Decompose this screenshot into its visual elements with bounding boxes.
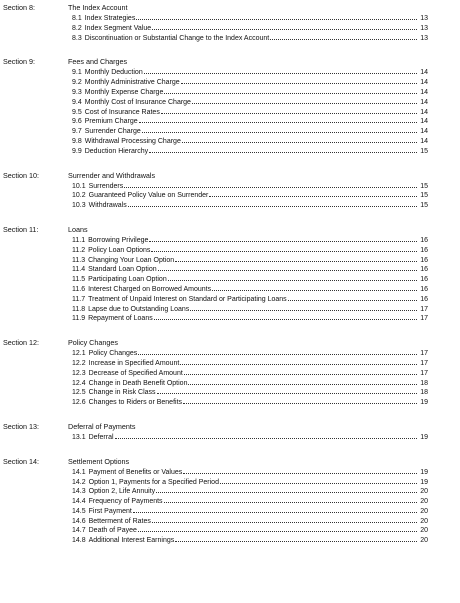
entry-title: Option 1, Payments for a Specified Period <box>88 478 219 486</box>
entry-page-number: 15 <box>420 202 428 210</box>
entry-page-number: 17 <box>420 305 428 313</box>
dot-leader <box>183 467 417 474</box>
entry-number: 10.3 <box>72 202 86 210</box>
toc-entry[interactable] <box>68 245 428 255</box>
dot-leader <box>168 274 417 281</box>
entry-number: 9.2 <box>72 79 82 87</box>
entry-number: 14.1 <box>72 468 86 476</box>
entry-title: Premium Charge <box>84 118 138 126</box>
toc-entry[interactable] <box>68 467 428 477</box>
entry-number: 11.2 <box>72 246 86 254</box>
entry-page-number: 19 <box>420 399 428 407</box>
entry-number: 9.8 <box>72 137 82 145</box>
entry-number: 11.7 <box>72 295 86 303</box>
entry-title: Standard Loan Option <box>88 266 157 274</box>
dot-leader <box>149 235 417 242</box>
entry-title: Option 2, Life Annuity <box>88 488 156 496</box>
entry-number: 12.5 <box>72 389 86 397</box>
entry-number: 12.6 <box>72 399 86 407</box>
toc-entry[interactable] <box>68 274 428 284</box>
entry-page-number: 14 <box>420 88 428 96</box>
entry-page-number: 15 <box>420 147 428 155</box>
toc-entry[interactable] <box>68 486 428 496</box>
entry-number: 10.2 <box>72 192 86 200</box>
toc-section <box>0 457 460 545</box>
entry-number: 11.1 <box>72 236 86 244</box>
dot-leader <box>164 87 417 94</box>
toc-entry[interactable] <box>68 23 428 33</box>
entry-page-number: 17 <box>420 359 428 367</box>
dot-leader <box>152 23 417 30</box>
entry-page-number: 14 <box>420 137 428 145</box>
toc-entry[interactable] <box>68 378 428 388</box>
toc-entry[interactable] <box>68 387 428 397</box>
entry-page-number: 16 <box>420 256 428 264</box>
entry-number: 12.3 <box>72 369 86 377</box>
entry-page-number: 16 <box>420 246 428 254</box>
entry-number: 9.4 <box>72 98 82 106</box>
dot-leader <box>158 264 417 271</box>
toc-entry[interactable] <box>68 116 428 126</box>
entry-title: Index Segment Value <box>84 24 152 32</box>
entry-page-number: 20 <box>420 517 428 525</box>
toc-entry[interactable] <box>68 496 428 506</box>
entry-title: Surrenders <box>88 182 124 190</box>
entry-number: 14.3 <box>72 488 86 496</box>
section-label: Section 12: <box>3 338 39 348</box>
entry-number: 11.9 <box>72 315 86 323</box>
entry-page-number: 16 <box>420 236 428 244</box>
entry-page-number: 20 <box>420 488 428 496</box>
entry-title: First Payment <box>88 507 132 515</box>
entry-number: 9.9 <box>72 147 82 155</box>
section-title: Loans <box>68 224 88 234</box>
toc-entry[interactable] <box>68 525 428 535</box>
section-body <box>68 338 460 407</box>
toc-entry[interactable] <box>68 13 428 23</box>
toc-section <box>0 57 460 155</box>
entry-number: 14.6 <box>72 517 86 525</box>
toc-entry[interactable] <box>68 284 428 294</box>
entry-page-number: 20 <box>420 537 428 545</box>
entry-title: Policy Changes <box>88 350 138 358</box>
dot-leader <box>220 477 417 484</box>
dot-leader <box>192 97 417 104</box>
entry-title: Additional Interest Earnings <box>88 537 175 545</box>
dot-leader <box>128 200 417 207</box>
entry-title: Deduction Hierarchy <box>84 147 149 155</box>
entry-title: Change in Death Benefit Option <box>88 379 188 387</box>
entry-title: Increase in Specified Amount <box>88 359 180 367</box>
toc-entry[interactable] <box>68 506 428 516</box>
entry-title: Changes to Riders or Benefits <box>88 399 183 407</box>
dot-leader <box>181 77 417 84</box>
entry-title: Repayment of Loans <box>88 315 153 323</box>
section-title: Settlement Options <box>68 456 130 466</box>
dot-leader <box>149 146 417 153</box>
section-title: Surrender and Withdrawals <box>68 170 156 180</box>
dot-leader <box>164 496 417 503</box>
entry-number: 9.7 <box>72 128 82 136</box>
dot-leader <box>138 348 417 355</box>
entry-title: Borrowing Privilege <box>88 236 149 244</box>
entry-page-number: 13 <box>420 24 428 32</box>
dot-leader <box>136 13 417 20</box>
toc-entry[interactable] <box>68 67 428 77</box>
entry-title: Betterment of Rates <box>88 517 151 525</box>
dot-leader <box>161 107 417 114</box>
dot-leader <box>175 255 417 262</box>
entry-page-number: 20 <box>420 527 428 535</box>
toc-entry[interactable] <box>68 535 428 545</box>
toc-entry[interactable] <box>68 313 428 323</box>
entry-number: 9.5 <box>72 108 82 116</box>
toc-entry[interactable] <box>68 294 428 304</box>
dot-leader <box>183 397 417 404</box>
dot-leader <box>151 245 417 252</box>
entry-title: Monthly Administrative Charge <box>84 79 180 87</box>
dot-leader <box>144 67 417 74</box>
entry-page-number: 14 <box>420 108 428 116</box>
section-title: Fees and Charges <box>68 57 128 67</box>
entry-number: 9.6 <box>72 118 82 126</box>
dot-leader <box>288 294 417 301</box>
entry-page-number: 19 <box>420 478 428 486</box>
entry-title: Interest Charged on Borrowed Amounts <box>88 285 212 293</box>
toc-section <box>0 225 460 323</box>
entry-page-number: 17 <box>420 315 428 323</box>
toc-entry[interactable] <box>68 432 428 442</box>
dot-leader <box>270 33 417 40</box>
dot-leader <box>175 535 417 542</box>
section-body <box>68 3 460 42</box>
toc-entry[interactable] <box>68 126 428 136</box>
section-label: Section 11: <box>3 224 39 234</box>
entry-number: 11.3 <box>72 256 86 264</box>
entry-title: Changing Your Loan Option <box>88 256 175 264</box>
entry-title: Surrender Charge <box>84 128 141 136</box>
toc-entry[interactable] <box>68 107 428 117</box>
entry-title: Lapse due to Outstanding Loans <box>88 305 190 313</box>
entry-page-number: 18 <box>420 389 428 397</box>
dot-leader <box>133 506 417 513</box>
toc-entry[interactable] <box>68 33 428 43</box>
dot-leader <box>124 181 417 188</box>
dot-leader <box>188 378 417 385</box>
section-label: Section 9: <box>3 57 35 67</box>
entry-title: Monthly Deduction <box>84 69 143 77</box>
toc-entry[interactable] <box>68 255 428 265</box>
toc-entry[interactable] <box>68 358 428 368</box>
entry-title: Payment of Benefits or Values <box>88 468 183 476</box>
entry-title: Guaranteed Policy Value on Surrender <box>88 192 209 200</box>
toc-entry[interactable] <box>68 181 428 191</box>
entry-number: 14.2 <box>72 478 86 486</box>
toc-section <box>0 422 460 442</box>
toc-section <box>0 171 460 210</box>
entry-page-number: 14 <box>420 128 428 136</box>
entry-page-number: 16 <box>420 295 428 303</box>
entry-title: Cost of Insurance Rates <box>84 108 160 116</box>
dot-leader <box>184 368 417 375</box>
entry-page-number: 16 <box>420 266 428 274</box>
entry-number: 8.3 <box>72 34 82 42</box>
entry-page-number: 19 <box>420 468 428 476</box>
toc-entry[interactable] <box>68 264 428 274</box>
entry-number: 13.1 <box>72 433 86 441</box>
section-label: Section 13: <box>3 421 39 431</box>
entry-page-number: 20 <box>420 507 428 515</box>
toc-section <box>0 338 460 407</box>
entry-title: Discontinuation or Substantial Change to the Index Account <box>84 34 270 42</box>
dot-leader <box>190 304 417 311</box>
toc-entry[interactable] <box>68 516 428 526</box>
dot-leader <box>139 116 417 123</box>
entry-number: 14.4 <box>72 498 86 506</box>
entry-title: Withdrawals <box>88 202 127 210</box>
toc-entry[interactable] <box>68 397 428 407</box>
dot-leader <box>157 387 417 394</box>
entry-page-number: 17 <box>420 350 428 358</box>
entry-number: 11.6 <box>72 285 86 293</box>
entry-page-number: 19 <box>420 433 428 441</box>
dot-leader <box>180 358 417 365</box>
dot-leader <box>152 516 417 523</box>
entry-number: 14.5 <box>72 507 86 515</box>
entry-title: Withdrawal Processing Charge <box>84 137 181 145</box>
entry-number: 8.2 <box>72 24 82 32</box>
section-label: Section 8: <box>3 3 35 12</box>
entry-title: Decrease of Specified Amount <box>88 369 183 377</box>
entry-number: 12.2 <box>72 359 86 367</box>
entry-title: Change in Risk Class <box>88 389 156 397</box>
section-body <box>68 422 460 442</box>
toc-entry[interactable] <box>68 190 428 200</box>
entry-title: Index Strategies <box>84 15 136 22</box>
entry-number: 12.4 <box>72 379 86 387</box>
entry-page-number: 20 <box>420 498 428 506</box>
entry-page-number: 13 <box>420 15 428 22</box>
toc-entry[interactable] <box>68 136 428 146</box>
entry-number: 10.1 <box>72 182 86 190</box>
entry-page-number: 18 <box>420 379 428 387</box>
dot-leader <box>138 525 417 532</box>
section-label: Section 14: <box>3 456 39 466</box>
entry-page-number: 17 <box>420 369 428 377</box>
toc-section <box>0 3 460 42</box>
dot-leader <box>156 486 417 493</box>
entry-page-number: 16 <box>420 285 428 293</box>
section-body <box>68 225 460 323</box>
entry-number: 9.3 <box>72 88 82 96</box>
entry-title: Monthly Expense Charge <box>84 88 164 96</box>
toc-entry[interactable] <box>68 200 428 210</box>
toc-entry[interactable] <box>68 235 428 245</box>
toc-entry[interactable] <box>68 87 428 97</box>
entry-page-number: 13 <box>420 34 428 42</box>
entry-page-number: 16 <box>420 276 428 284</box>
entry-title: Death of Payee <box>88 527 137 535</box>
entry-title: Policy Loan Options <box>88 246 151 254</box>
entry-number: 9.1 <box>72 69 82 77</box>
entry-number: 11.4 <box>72 266 86 274</box>
section-title: The Index Account <box>68 3 128 12</box>
dot-leader <box>154 313 417 320</box>
section-title: Policy Changes <box>68 338 118 348</box>
toc-entry[interactable] <box>68 146 428 156</box>
entry-page-number: 14 <box>420 118 428 126</box>
entry-number: 14.8 <box>72 537 86 545</box>
dot-leader <box>142 126 417 133</box>
entry-title: Monthly Cost of Insurance Charge <box>84 98 191 106</box>
entry-title: Deferral <box>88 433 114 441</box>
section-body <box>68 57 460 155</box>
dot-leader <box>212 284 417 291</box>
entry-number: 11.8 <box>72 305 86 313</box>
toc-entry[interactable] <box>68 368 428 378</box>
entry-page-number: 14 <box>420 79 428 87</box>
entry-title: Frequency of Payments <box>88 498 163 506</box>
toc-entry[interactable] <box>68 77 428 87</box>
toc-entry[interactable] <box>68 477 428 487</box>
toc-entry[interactable] <box>68 97 428 107</box>
dot-leader <box>115 432 417 439</box>
entry-page-number: 15 <box>420 182 428 190</box>
section-body <box>68 457 460 545</box>
entry-title: Treatment of Unpaid Interest on Standard or Participating Loans <box>88 295 287 303</box>
entry-number: 14.7 <box>72 527 86 535</box>
entry-number: 12.1 <box>72 350 86 358</box>
section-body <box>68 171 460 210</box>
entry-title: Participating Loan Option <box>88 276 167 284</box>
toc-entry[interactable] <box>68 304 428 314</box>
entry-page-number: 14 <box>420 98 428 106</box>
section-title: Deferral of Payments <box>68 421 136 431</box>
entry-number: 11.5 <box>72 276 86 284</box>
entry-page-number: 15 <box>420 192 428 200</box>
dot-leader <box>182 136 417 143</box>
toc-entry[interactable] <box>68 348 428 358</box>
dot-leader <box>209 190 417 197</box>
entry-page-number: 14 <box>420 69 428 77</box>
entry-number: 8.1 <box>72 15 82 22</box>
section-label: Section 10: <box>3 170 39 180</box>
